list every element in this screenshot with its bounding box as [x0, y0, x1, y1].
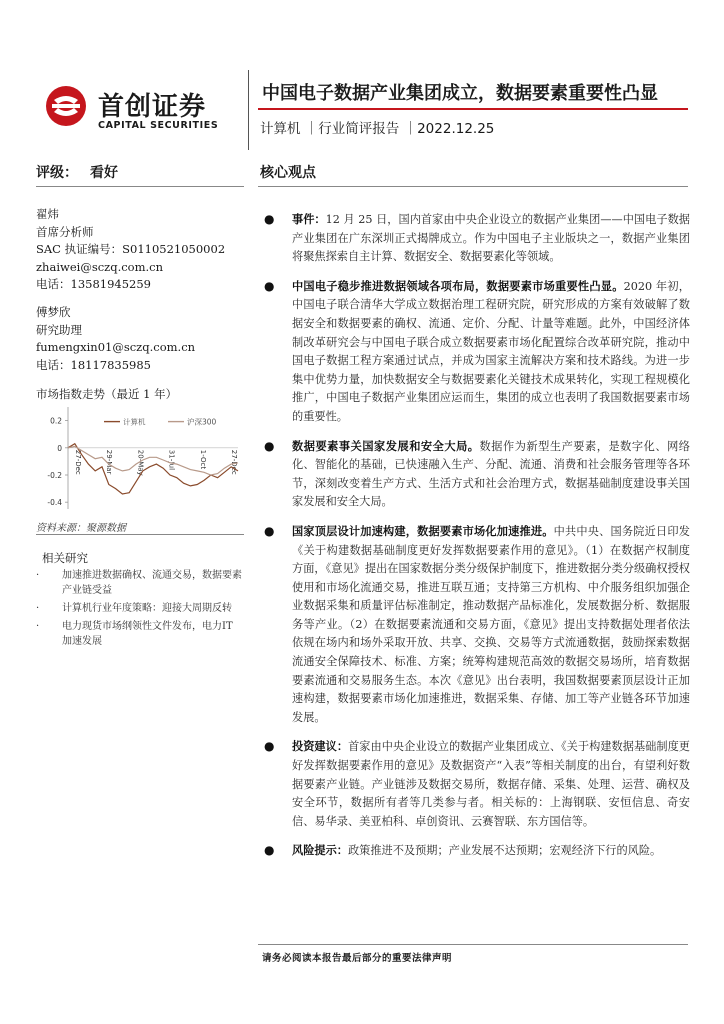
- header-divider: [248, 70, 249, 150]
- point-lead: 风险提示：: [292, 843, 348, 858]
- related-research-list: [36, 568, 244, 652]
- analyst-name: 傅梦欣: [36, 305, 71, 319]
- chart-title: 市场指数走势（最近 1 年）: [36, 387, 178, 401]
- analyst-phone: 电话：18117835985: [36, 357, 151, 372]
- market-index-chart: [36, 403, 244, 513]
- related-item[interactable]: [36, 619, 244, 649]
- bullet-icon: ●: [264, 438, 275, 453]
- chart-y-tick-label: 0: [57, 443, 62, 453]
- point-text: 首家由中央企业设立的数据产业集团成立、《关于构建数据基础制度更好发挥数据要素作用的意见》及数据资产“入表”等相关制度的出台，有望利好数据要素产业链。产业链涉及数据交易所，数据存储、采集、处理、运营、确权及安全环节，数据所有者等几类参与者。相关标的：上海钢联、安恒信息、奇安信、易华录、美亚柏科、卓创资讯、云赛智联、东方国信等。: [292, 740, 690, 828]
- core-point: [262, 522, 690, 728]
- title-rule: [258, 108, 688, 110]
- point-lead: 国家顶层设计加速构建，数据要素市场化加速推进。: [292, 523, 554, 538]
- analyst-role: 研究助理: [36, 322, 82, 337]
- related-item-label: 计算机行业年度策略：迎接大周期反转: [62, 603, 232, 614]
- chart-divider: [36, 534, 244, 535]
- bullet-icon: ·: [36, 603, 40, 614]
- bullet-icon: ●: [264, 739, 275, 754]
- bullet-icon: ●: [264, 278, 275, 293]
- rating-value: 看好: [90, 165, 118, 181]
- chart-x-tick-label: 1-Oct: [198, 449, 207, 470]
- analyst-phone: 电话：13581945259: [36, 277, 151, 291]
- bullet-icon: ●: [264, 843, 275, 858]
- chart-x-tick-label: 29-Mar: [105, 449, 114, 475]
- core-points: [262, 210, 690, 871]
- core-point: [262, 841, 690, 861]
- analyst-role: 首席分析师: [36, 224, 94, 239]
- chart-legend-label: 计算机: [123, 417, 146, 427]
- analyst-card: [36, 206, 225, 294]
- core-points-heading: 核心观点: [260, 165, 316, 181]
- chart-x-tick-label: 27-Dec: [230, 449, 238, 475]
- bullet-icon: ·: [36, 570, 40, 581]
- left-divider: [36, 186, 244, 187]
- report-subtitle: 计算机 ｜行业简评报告 ｜2022.12.25: [260, 121, 495, 137]
- point-text: 12 月 25 日，国内首家由中央企业设立的数据产业集团——中国电子数据产业集团在广东深圳正式揭牌成立。作为中国电子主业版块之一，数据产业集团将聚焦探索自主计算、数据安全、数据要素化等领域。: [292, 213, 690, 264]
- related-item-label: 电力现货市场纲领性文件发布，电力IT 加速发展: [62, 621, 233, 647]
- rating: [36, 162, 118, 182]
- legal-notice[interactable]: 请务必阅读本报告最后部分的重要法律声明: [262, 953, 453, 964]
- chart-y-tick-label: -0.2: [47, 471, 62, 480]
- related-item-label: 加速推进数据确权、流通交易，数据要素产业链受益: [62, 570, 242, 596]
- analyst-email[interactable]: fumengxin01@sczq.com.cn: [36, 340, 196, 354]
- footer-divider: [258, 944, 688, 945]
- brand-name-cn: 首创证券: [98, 92, 207, 122]
- point-text: 数据作为新型生产要素，是数字化、网络化、智能化的基础，已快速融入生产、分配、流通、消费和社会服务管理等各环节，深刻改变着生产方式、生活方式和社会治理方式，数据基础制度建设事关国家发展和安全大局。: [292, 439, 690, 509]
- analyst-card: [36, 304, 195, 374]
- chart-source: 资料来源：聚源数据: [36, 523, 126, 534]
- point-lead: 中国电子稳步推进数据领域各项布局，数据要素市场重要性凸显。: [292, 278, 624, 293]
- chart-series-line: [68, 444, 238, 494]
- chart-y-tick-label: 0.2: [50, 416, 62, 426]
- point-text: 政策推进不及预期；产业发展不达预期；宏观经济下行的风险。: [347, 844, 662, 858]
- analyst-license: SAC 执证编号：S0110521050002: [36, 242, 226, 256]
- chart-legend-label: 沪深300: [187, 417, 217, 427]
- report-title: 中国电子数据产业集团成立，数据要素重要性凸显: [262, 83, 658, 104]
- point-text: 中共中央、国务院近日印发《关于构建数据基础制度更好发挥数据要素作用的意见》。（1）在数据产权制度方面，《意见》提出在国家数据分类分级保护制度下，推进数据分类分级确权授权使用和市场化流通交易，推进互联互通；支持第三方机构、中介服务组织加强企业数据采集和质量评估标准制定，推动数据产品标准化，发展数据分析、数据服务等产业。（2）在数据要素流通和交易方面，《意见》提出支持数据处理者依法依规在场内和场外采取开放、共享、交换、交易等方式流通数据，鼓励探索数据流通安全保障技术、标准、方案；统筹构建规范高效的数据交易场所，培育数据要素流通和交易服务生态。本次《意见》出台表明，我国数据要素顶层设计正加速构建，数据要素市场化加速推进，数据采集、存储、加工等产业链各环节加速发展。: [292, 524, 690, 724]
- core-point: [262, 737, 690, 831]
- brand-name-en: CAPITAL SECURITIES: [98, 120, 219, 131]
- analyst-name: 翟炜: [36, 207, 59, 221]
- bullet-icon: ·: [36, 621, 40, 632]
- bullet-icon: ●: [264, 212, 275, 226]
- analyst-email[interactable]: zhaiwei@sczq.com.cn: [36, 259, 164, 274]
- core-point: [262, 437, 690, 512]
- point-lead: 投资建议：: [292, 739, 349, 754]
- point-lead: 数据要素事关国家发展和安全大局。: [292, 438, 480, 453]
- chart-y-tick-label: -0.4: [47, 498, 62, 508]
- chart-x-tick-label: 27-Dec: [74, 449, 82, 475]
- point-text: 2020 年初，中国电子联合清华大学成立数据治理工程研究院，研究形成的方案有效破解了数据安全和数据要素的确权、流通、定价、分配、计量等难题。此外，中国经济体制改革研究会与中国电子联合成立数据要素市场化配置综合改革研究院，推动中国电子数据工程方案通过试点，并成为国家主流解决方案和技术路线。为进一步集中优势力量，加快数据安全与数据要素化关键技术成果转化，实现工程规模化推广，中国电子数据产业集团应运而生，集团的成立也表明了我国数据要素市场的重要性。: [292, 279, 690, 423]
- related-research-heading: 相关研究: [42, 551, 88, 565]
- rating-label: 评级：: [36, 165, 78, 181]
- chart-series-line: [68, 446, 238, 475]
- bullet-icon: ●: [264, 523, 275, 538]
- chart-x-tick-label: 31-Jul: [167, 449, 176, 471]
- core-point: [262, 277, 690, 427]
- related-item[interactable]: [36, 601, 244, 616]
- core-point: [262, 210, 690, 267]
- chart-canvas: [36, 403, 244, 513]
- chart-x-tick-label: 20-May: [136, 449, 145, 476]
- related-item[interactable]: [36, 568, 244, 598]
- company-logo: [44, 84, 244, 134]
- point-lead: 事件：: [292, 212, 326, 226]
- right-divider: [258, 186, 688, 187]
